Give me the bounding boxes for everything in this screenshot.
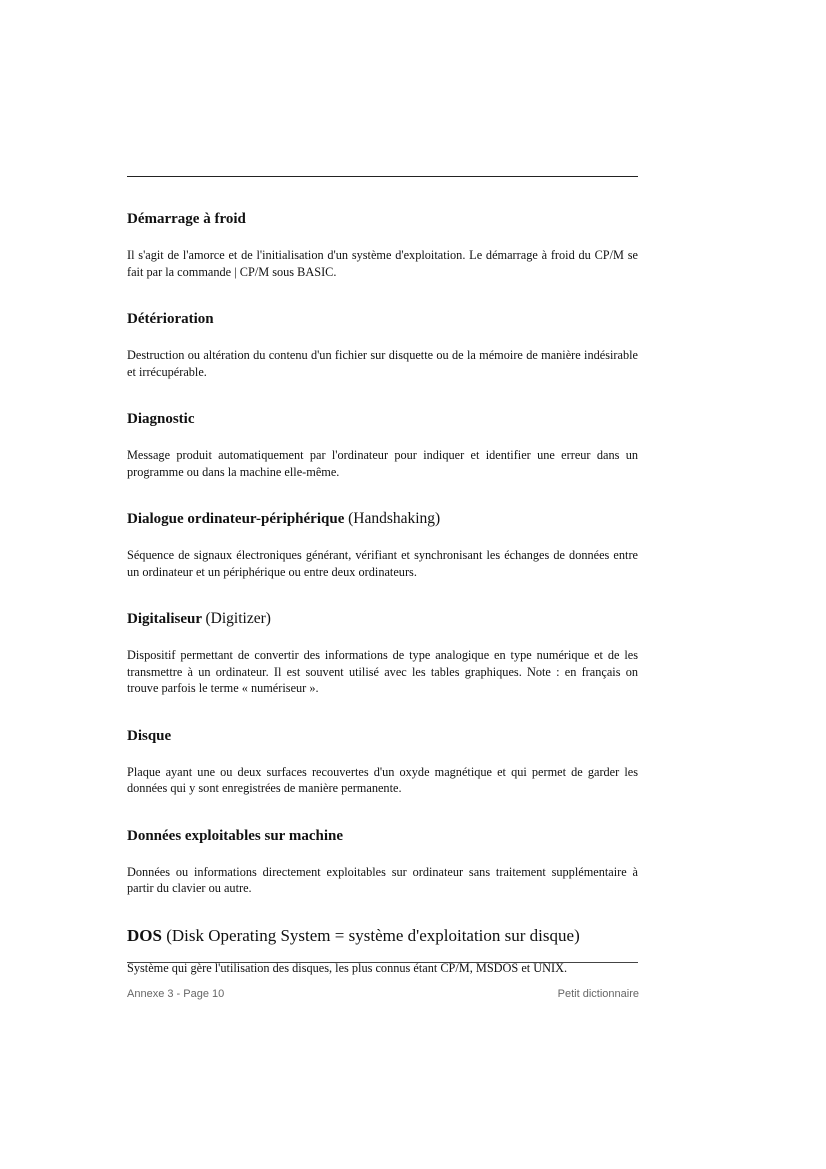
bottom-rule	[127, 962, 638, 963]
entry-disque	[127, 727, 638, 797]
footer-page-reference: Annexe 3 - Page 10	[127, 988, 225, 1000]
entry-term	[127, 510, 638, 528]
term-text: Diagnostic	[127, 411, 195, 427]
entry-definition: Plaque ayant une ou deux surfaces recouvertes d'un oxyde magnétique et qui permet de garder les données qui y sont enregistrées de manière permanente.	[127, 764, 638, 795]
term-text: Données exploitables sur machine	[127, 827, 343, 844]
entry-definition: Données ou informations directement exploitables sur ordinateur sans traitement supplémentaire à partir du clavier ou autre.	[127, 864, 638, 895]
entry-term	[127, 610, 638, 628]
entry-term	[127, 310, 638, 328]
entry-dialogue-ordinateur-peripherique	[127, 510, 638, 580]
entry-diagnostic	[127, 410, 638, 480]
entry-dos	[127, 927, 638, 977]
term-text: Détérioration	[127, 311, 214, 327]
entry-definition: Destruction ou altération du contenu d'un fichier sur disquette ou de la mémoire de manière indésirable et irrécupérable.	[127, 348, 638, 379]
term-text: Dialogue ordinateur-périphérique	[127, 511, 345, 527]
dictionary-entries	[127, 210, 638, 1006]
entry-deterioration	[127, 310, 638, 380]
term-translation: (Handshaking)	[348, 510, 441, 527]
footer-section-title: Petit dictionnaire	[557, 988, 639, 1000]
entry-definition: Dispositif permettant de convertir des informations de type analogique en type numérique et de les transmettre à un ordinateur. Il est souvent utilisé avec les tables graphiques. Note : en français on trouve parfois le terme « numériseur ».	[127, 648, 638, 695]
term-text: Digitaliseur	[127, 611, 202, 627]
entry-term	[127, 927, 638, 945]
top-rule	[127, 176, 638, 177]
term-expansion: (Disk Operating System = système d'exploitation sur disque)	[166, 925, 580, 945]
term-text: Démarrage à froid	[127, 211, 246, 227]
entry-definition: Il s'agit de l'amorce et de l'initialisation d'un système d'exploitation. Le démarrage à froid du CP/M se fait par la commande | CP/M sous BASIC.	[127, 248, 638, 279]
entry-term	[127, 727, 638, 745]
entry-definition: Message produit automatiquement par l'ordinateur pour indiquer et identifier une erreur dans un programme ou dans la machine elle-même.	[127, 448, 638, 479]
entry-term	[127, 410, 638, 428]
term-translation: (Digitizer)	[205, 610, 271, 627]
entry-demarrage-a-froid	[127, 210, 638, 280]
entry-term	[127, 827, 638, 845]
entry-term	[127, 210, 638, 228]
entry-definition: Séquence de signaux électroniques générant, vérifiant et synchronisant les échanges de données entre un ordinateur et un périphérique ou entre deux ordinateurs.	[127, 548, 638, 579]
term-text: Disque	[127, 727, 172, 744]
entry-definition: Système qui gère l'utilisation des disques, les plus connus étant CP/M, MSDOS et UNIX.	[127, 960, 568, 975]
term-text: DOS	[127, 925, 162, 945]
entry-donnees-exploitables	[127, 827, 638, 897]
entry-digitaliseur	[127, 610, 638, 697]
